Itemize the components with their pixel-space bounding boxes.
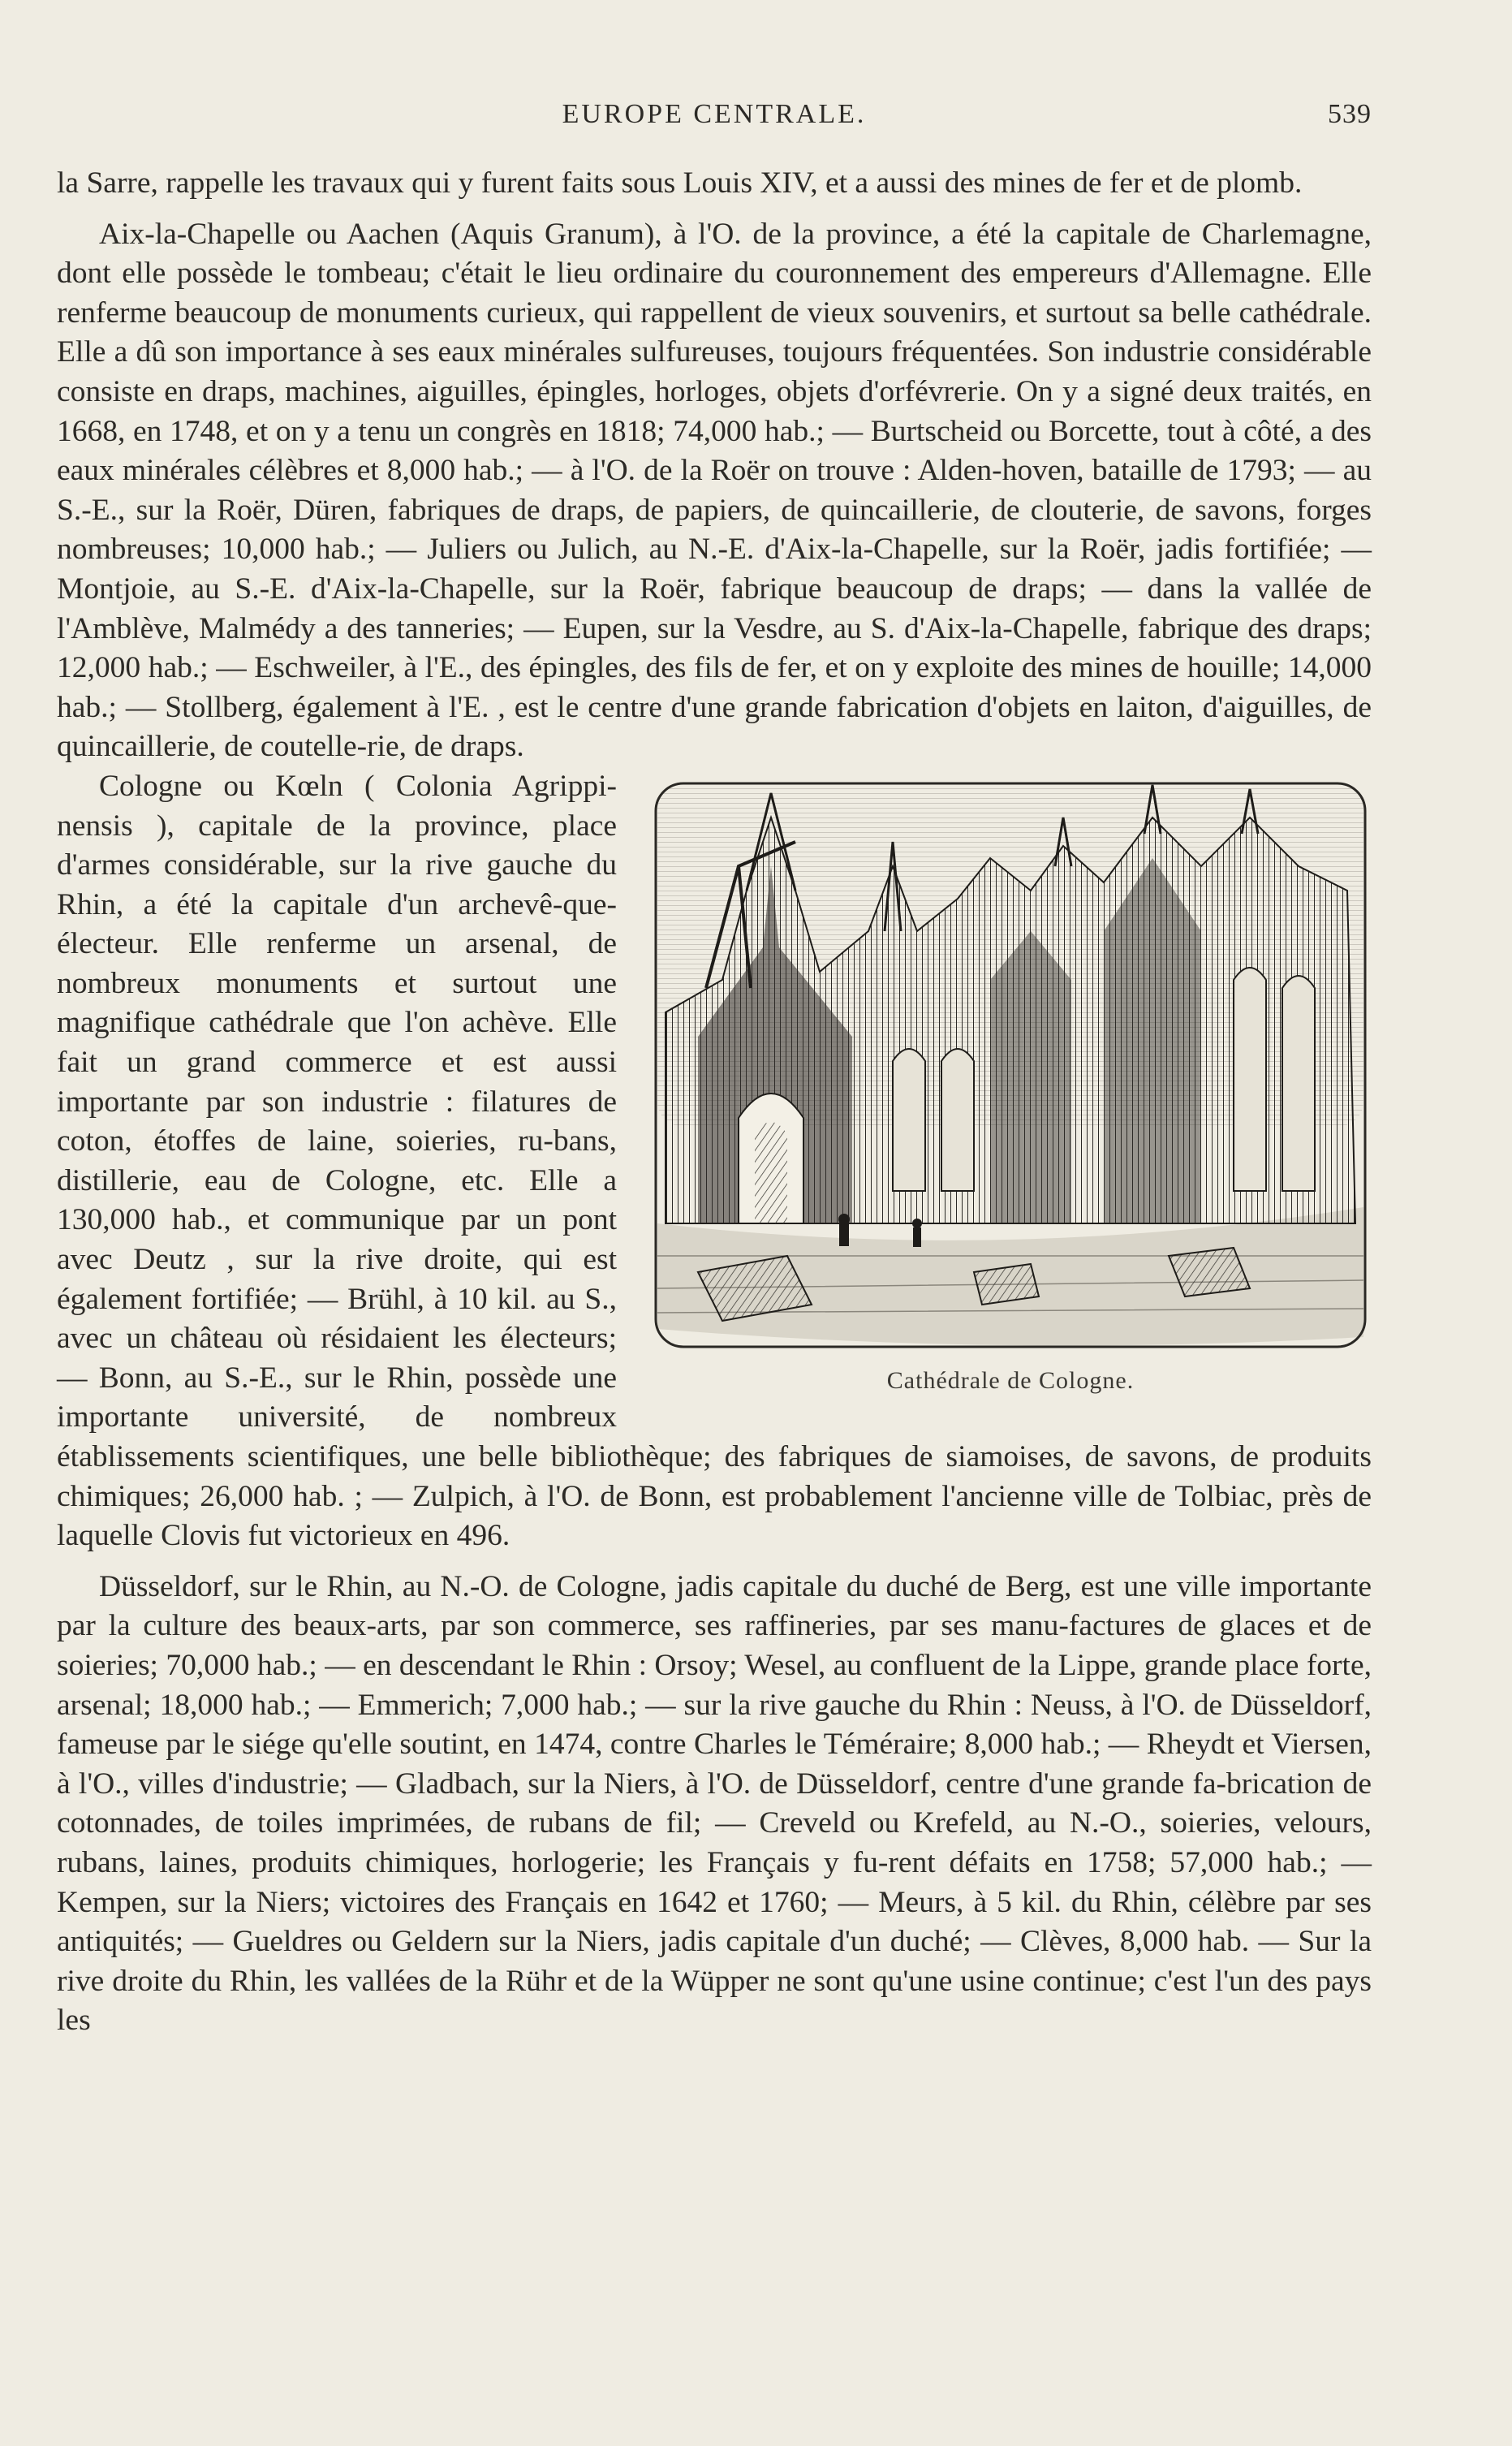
cathedral-figure [649,769,1372,1397]
figure-caption: Cathédrale de Cologne. [886,1366,1135,1394]
running-title: EUROPE CENTRALE. [562,99,867,129]
body-text [57,164,1372,2041]
paragraph-sarre: la Sarre, rappelle les travaux qui y furent faits sous Louis XIV, et a aussi des mines de fer et de plomb. [57,166,1303,200]
page-header [57,99,1372,140]
cathedral-engraving [649,769,1372,1361]
paragraph-cologne: Cologne ou Kœln ( Colonia Agrippi-nensis ), capitale de la province, place d'armes considérable, sur la rive gauche du Rhin, a été la capitale d'un archevê-que-électeur. Elle renferme un arsenal, de nombreux monuments et surtout une magnifique cathédrale que l'on achève. Elle fait un grand commerce et est aussi importante par son industrie : filatures de coton, étoffes de laine, soieries, ru-bans, distillerie, eau de Cologne, etc. Elle a 130,000 hab., et communique par un pont avec Deutz , sur la rive droite, qui est également fortifiée; — Brühl, à 10 kil. au S., avec un château où résidaient les électeurs; — Bonn, au S.-E., sur le Rhin, possède une importante université, de nombreux établissements scientifiques, une belle bibliothèque; des fabriques de siamoises, de savons, de produits chimiques; 26,000 hab. ; — Zulpich, à l'O. de Bonn, est probablement l'ancienne ville de Tolbiac, près de laquelle Clovis fut victorieux en 496. [57,769,1372,1553]
paragraph-dusseldorf: Düsseldorf, sur le Rhin, au N.-O. de Cologne, jadis capitale du duché de Berg, est une ville importante par la culture des beaux-arts, par son commerce, ses raffineries, par ses manu-factures de glaces et de soieries; 70,000 hab.; — en descendant le Rhin : Orsoy; Wesel, au confluent de la Lippe, grande place forte, arsenal; 18,000 hab.; — Emmerich; 7,000 hab.; — sur la rive gauche du Rhin : Neuss, à l'O. de Düsseldorf, fameuse par le siége qu'elle soutint, en 1474, contre Charles le Téméraire; 8,000 hab.; — Rheydt et Viersen, à l'O., villes d'industrie; — Gladbach, sur la Niers, à l'O. de Düsseldorf, centre d'une grande fa-brication de cotonnades, de toiles imprimées, de rubans de fil; — Creveld ou Krefeld, au N.-O., soieries, velours, rubans, laines, produits chimiques, horlogerie; les Français y fu-rent défaits en 1758; 57,000 hab.; — Kempen, sur la Niers; victoires des Français en 1642 et 1760; — Meurs, à 5 kil. du Rhin, célèbre par ses antiquités; — Gueldres ou Geldern sur la Niers, jadis capitale d'un duché; — Clèves, 8,000 hab. — Sur la rive droite du Rhin, les vallées de la Rühr et de la Wüpper ne sont qu'une usine continue; c'est l'un des pays les [57,1569,1372,2038]
paragraph-aix-la-chapelle: Aix-la-Chapelle ou Aachen (Aquis Granum), à l'O. de la province, a été la capitale de Charlemagne, dont elle possède le tombeau; c'était le lieu ordinaire du couronnement des empereurs d'Allemagne. Elle renferme beaucoup de monuments curieux, qui rappellent de vieux souvenirs, et surtout sa belle cathédrale. Elle a dû son importance à ses eaux minérales sulfureuses, toujours fréquentées. Son industrie considérable consiste en draps, machines, aiguilles, épingles, horloges, objets d'orfévrerie. On y a signé deux traités, en 1668, en 1748, et on y a tenu un congrès en 1818; 74,000 hab.; — Burtscheid ou Borcette, tout à côté, a des eaux minérales célèbres et 8,000 hab.; — à l'O. de la Roër on trouve : Alden-hoven, bataille de 1793; — au S.-E., sur la Roër, Düren, fabriques de draps, de papiers, de quincaillerie, de clouterie, de savons, forges nombreuses; 10,000 hab.; — Juliers ou Julich, au N.-E. d'Aix-la-Chapelle, sur la Roër, jadis fortifiée; — Montjoie, au S.-E. d'Aix-la-Chapelle, sur la Roër, fabrique beaucoup de draps; — dans la vallée de l'Amblève, Malmédy a des tanneries; — Eupen, sur la Vesdre, au S. d'Aix-la-Chapelle, fabrique des draps; 12,000 hab.; — Eschweiler, à l'E., des épingles, des fils de fer, et on y exploite des mines de houille; 14,000 hab.; — Stollberg, également à l'E. , est le centre d'une grande fabrication d'objets en laiton, d'aiguilles, de quincaillerie, de coutelle-rie, de draps. [57,217,1372,764]
page-number: 539 [1328,99,1372,129]
